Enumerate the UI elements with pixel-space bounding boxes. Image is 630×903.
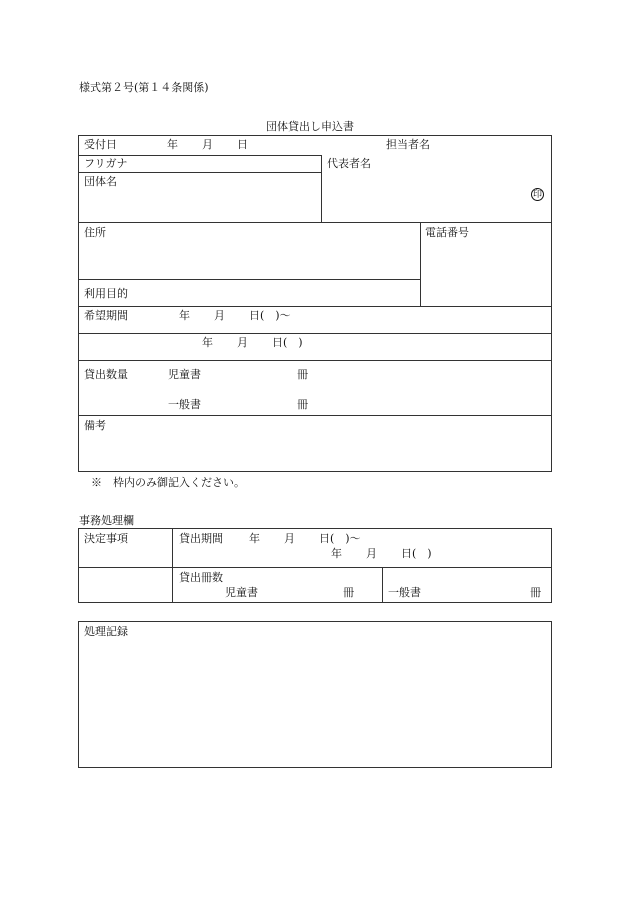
remarks-label: 備考 (84, 419, 106, 432)
line (78, 333, 552, 334)
loan-general-books-unit: 冊 (530, 586, 541, 599)
loan-period-label: 貸出期間 (179, 532, 223, 545)
receipt-date-label: 受付日 (84, 138, 117, 151)
decision-label: 決定事項 (84, 532, 128, 545)
line (78, 279, 420, 280)
application-table (78, 135, 552, 472)
purpose-label: 利用目的 (84, 287, 128, 300)
processing-record-box (78, 621, 552, 768)
receipt-month: 月 (202, 138, 213, 151)
processing-record-label: 処理記録 (84, 625, 128, 638)
furigana-label: フリガナ (84, 157, 128, 170)
line (78, 360, 552, 361)
line (382, 567, 383, 603)
line (172, 528, 173, 603)
form-note: ※ 枠内のみ御記入ください。 (91, 476, 245, 489)
desired-to-year: 年 (202, 336, 213, 349)
loan-to-month: 月 (366, 547, 377, 560)
line (78, 222, 552, 223)
form-number: 様式第２号(第１４条関係) (79, 81, 209, 94)
loan-count-label: 貸出冊数 (179, 571, 223, 584)
seal-icon: 印 (532, 190, 542, 200)
loan-from-day: 日( )～ (319, 532, 361, 545)
representative-label: 代表者名 (327, 157, 371, 170)
desired-to-month: 月 (237, 336, 248, 349)
loan-children-books-label: 児童書 (225, 586, 258, 599)
loan-to-day: 日( ) (401, 547, 432, 560)
children-books-label: 児童書 (168, 368, 201, 381)
children-books-unit: 冊 (297, 368, 308, 381)
line (321, 155, 322, 222)
desired-period-label: 希望期間 (84, 309, 128, 322)
loan-to-year: 年 (331, 547, 342, 560)
phone-label: 電話番号 (425, 226, 469, 239)
quantity-label: 貸出数量 (84, 368, 128, 381)
line (78, 155, 322, 156)
loan-general-books-label: 一般書 (388, 586, 421, 599)
address-label: 住所 (84, 226, 106, 239)
general-books-unit: 冊 (297, 398, 308, 411)
person-in-charge-label: 担当者名 (386, 138, 430, 151)
loan-from-year: 年 (249, 532, 260, 545)
line (78, 172, 322, 173)
line (420, 222, 421, 306)
line (78, 567, 552, 568)
general-books-label: 一般書 (168, 398, 201, 411)
receipt-year: 年 (167, 138, 178, 151)
desired-to-day: 日( ) (272, 336, 303, 349)
line (78, 306, 552, 307)
seal-mark (531, 187, 544, 201)
office-table (78, 528, 552, 603)
loan-children-books-unit: 冊 (343, 586, 354, 599)
form-title: 団体貸出し申込書 (266, 120, 354, 133)
desired-from-month: 月 (214, 309, 225, 322)
receipt-day: 日 (237, 138, 248, 151)
group-name-label: 団体名 (84, 175, 117, 188)
office-section-title: 事務処理欄 (79, 514, 134, 527)
desired-from-year: 年 (179, 309, 190, 322)
line (78, 415, 552, 416)
desired-from-day: 日( )～ (249, 309, 291, 322)
loan-from-month: 月 (284, 532, 295, 545)
